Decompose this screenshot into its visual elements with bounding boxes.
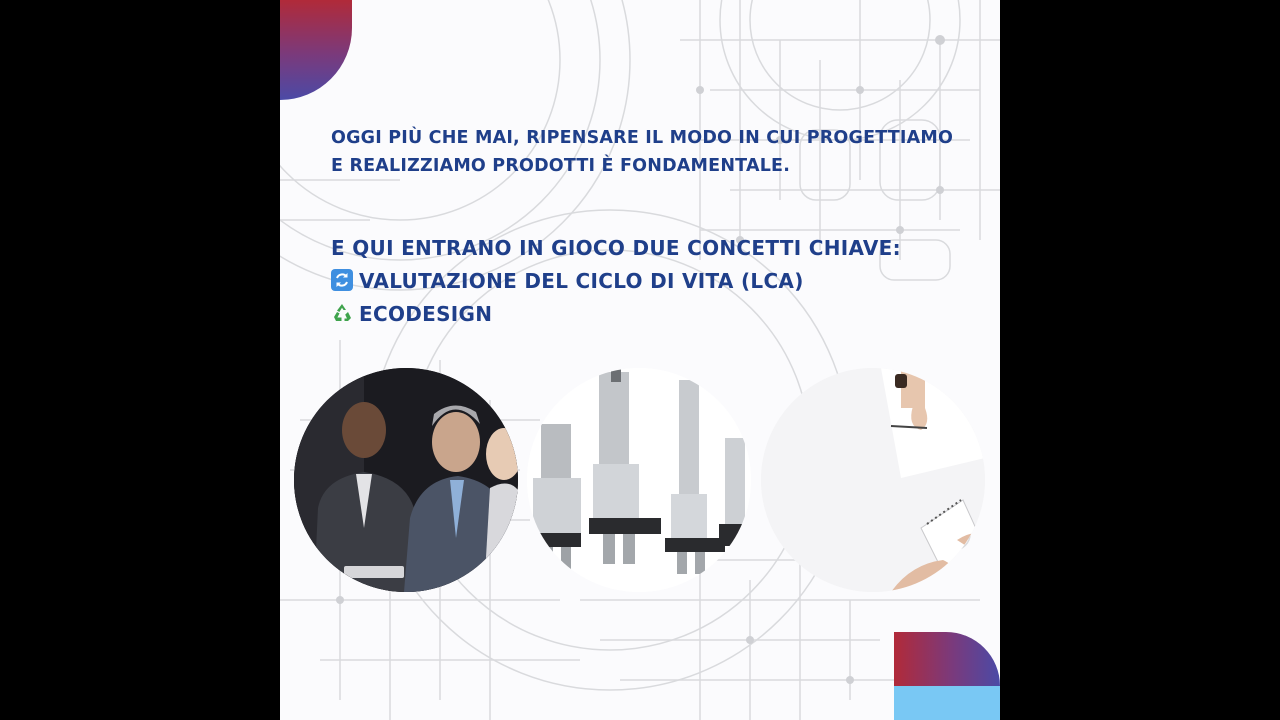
corner-light-blue-block <box>894 686 1000 720</box>
concept-item-lca <box>331 265 971 298</box>
corner-decoration-bottom-right <box>894 632 1000 720</box>
recycle-icon <box>331 302 353 324</box>
technical-drawing-background <box>280 0 1000 720</box>
photo-business-people <box>294 368 518 592</box>
photo-industrial-grippers <box>527 368 751 592</box>
concept-item-ecodesign <box>331 298 971 331</box>
refresh-arrows-icon <box>331 269 353 291</box>
corner-gradient-block <box>894 632 1000 686</box>
intro-text <box>331 124 971 180</box>
photo-hands-writing <box>761 368 985 592</box>
concept-1-label: VALUTAZIONE DEL CICLO DI VITA (LCA) <box>359 269 804 293</box>
intro-line-2: E REALIZZIAMO PRODOTTI È FONDAMENTALE. <box>331 156 791 176</box>
slide-card <box>280 0 1000 720</box>
concepts-block <box>331 232 971 331</box>
concepts-heading: E QUI ENTRANO IN GIOCO DUE CONCETTI CHIAVE: <box>331 236 901 260</box>
intro-line-1: OGGI PIÙ CHE MAI, RIPENSARE IL MODO IN CUI PROGETTIAMO <box>331 128 954 148</box>
concept-2-label: ECODESIGN <box>359 302 493 326</box>
